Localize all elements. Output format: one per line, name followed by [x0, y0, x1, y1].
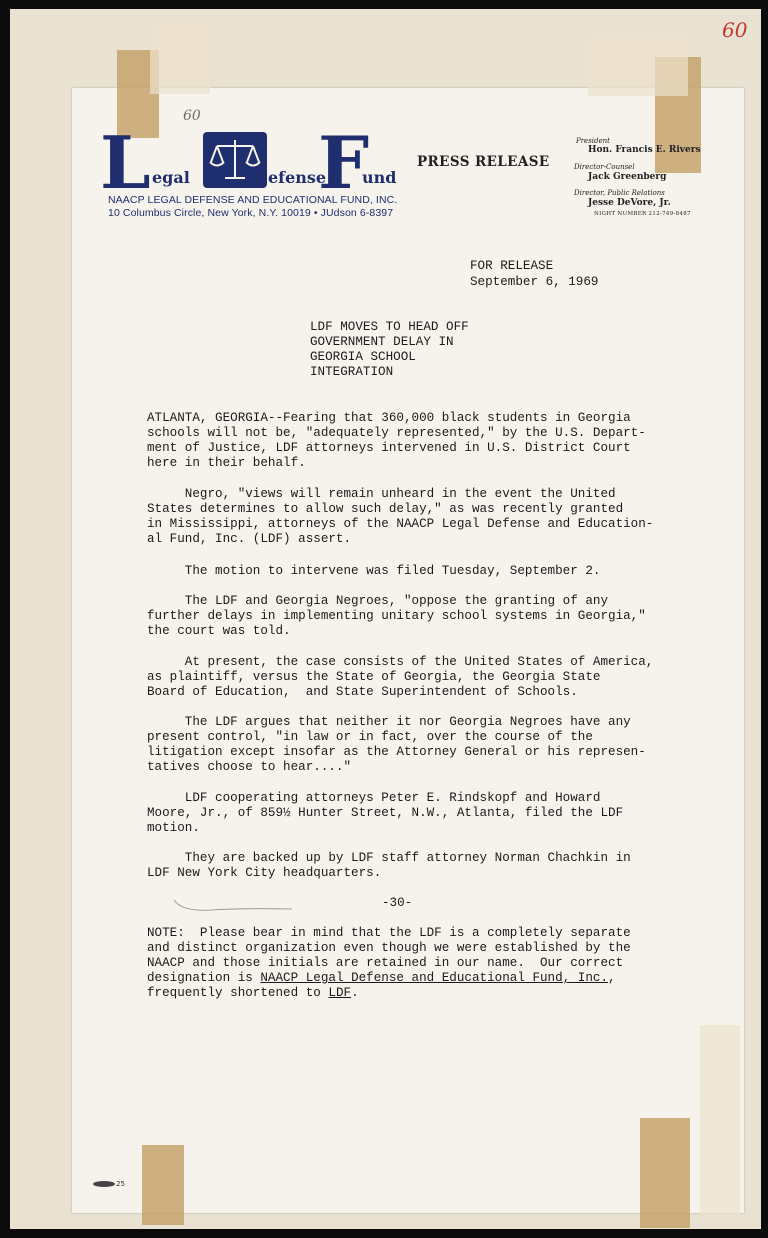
archive-number: 60: [722, 18, 748, 42]
pen-stroke-mark: [172, 898, 322, 914]
body-line: At present, the case consists of the United States of America,: [147, 655, 654, 669]
body-line: tatives choose to hear....": [147, 760, 352, 774]
body-line: Board of Education, and State Superintendent of Schools.: [147, 685, 578, 699]
officer-name: Jack Greenberg: [588, 172, 667, 182]
body-line: as plaintiff, versus the State of Georgia, the Georgia State: [147, 670, 601, 684]
body-line: present control, "in law or in fact, over the course of the: [147, 730, 593, 744]
officer-name: Jesse DeVore, Jr.: [588, 198, 671, 208]
officer-role: Director-Counsel: [574, 163, 635, 171]
printer-number: 25: [116, 1180, 125, 1188]
body-line: ment of Justice, LDF attorneys intervened in U.S. District Court: [147, 441, 631, 455]
correct-designation: NAACP Legal Defense and Educational Fund, Inc.: [260, 971, 609, 985]
body-line: litigation except insofar as the Attorney General or his represen-: [147, 745, 646, 759]
logo-word-defense: efense: [268, 168, 327, 187]
scales-of-justice-icon: [203, 132, 267, 188]
union-bug-icon: [92, 1180, 116, 1188]
logo-word-fund: und: [362, 168, 397, 187]
body-line: They are backed up by LDF staff attorney Norman Chachkin in: [147, 851, 631, 865]
body-line: Negro, "views will remain unheard in the event the United: [147, 487, 616, 501]
body-line: LDF cooperating attorneys Peter E. Rindskopf and Howard: [147, 791, 601, 805]
logo-letter-l: L: [100, 120, 151, 205]
body-line: The LDF and Georgia Negroes, "oppose the granting of any: [147, 594, 609, 608]
printer-union-mark: [92, 1180, 125, 1188]
note-text: ,: [608, 971, 616, 985]
tape-bottom-left: [142, 1145, 184, 1225]
tape-top-right-light: [588, 36, 688, 96]
body-line: The LDF argues that neither it nor Georgia Negroes have any: [147, 715, 631, 729]
body-line: LDF New York City headquarters.: [147, 866, 382, 880]
body-line: The motion to intervene was filed Tuesday, September 2.: [147, 564, 601, 578]
officer-name: Hon. Francis E. Rivers: [588, 145, 701, 155]
note-line: NOTE: Please bear in mind that the LDF is a completely separate: [147, 926, 631, 940]
note-line: [147, 986, 359, 1001]
officer-role: President: [576, 137, 610, 145]
headline-line: INTEGRATION: [310, 365, 394, 379]
body-line: motion.: [147, 821, 200, 835]
body-line: the court was told.: [147, 624, 291, 638]
release-label: FOR RELEASE: [470, 259, 554, 273]
officer-role: Director, Public Relations: [574, 189, 665, 197]
short-designation: LDF: [328, 986, 352, 1000]
org-name: NAACP LEGAL DEFENSE AND EDUCATIONAL FUND, INC.: [108, 194, 398, 206]
press-release-title: PRESS RELEASE: [417, 154, 550, 170]
logo-letter-f: F: [318, 120, 370, 205]
tape-top-left-light: [150, 24, 210, 94]
body-line: further delays in implementing unitary school systems in Georgia,": [147, 609, 646, 623]
note-text: designation is: [147, 971, 261, 985]
tape-bottom-right: [640, 1118, 690, 1228]
note-text: frequently shortened to: [147, 986, 329, 1000]
body-line: States determines to allow such delay," as was recently granted: [147, 502, 624, 516]
note-line: NAACP and those initials are retained in our name. Our correct: [147, 956, 624, 970]
press-release-page: [72, 88, 744, 1213]
note-line: [147, 971, 616, 986]
note-text: .: [351, 986, 359, 1000]
night-number: NIGHT NUMBER 212-749-8487: [594, 211, 691, 217]
pencil-mark: 60: [183, 108, 201, 124]
org-address: 10 Columbus Circle, New York, N.Y. 10019 • JUdson 6-8397: [108, 207, 394, 219]
body-line: here in their behalf.: [147, 456, 306, 470]
body-line: ATLANTA, GEORGIA--Fearing that 360,000 black students in Georgia: [147, 411, 631, 425]
body-line: schools will not be, "adequately represented," by the U.S. Depart-: [147, 426, 646, 440]
body-line: Moore, Jr., of 859½ Hunter Street, N.W., Atlanta, filed the LDF: [147, 806, 624, 820]
tape-right-edge: [700, 1025, 740, 1215]
release-date: September 6, 1969: [470, 275, 599, 289]
headline-line: GOVERNMENT DELAY IN: [310, 335, 454, 349]
headline-line: LDF MOVES TO HEAD OFF: [310, 320, 469, 334]
body-line: in Mississippi, attorneys of the NAACP Legal Defense and Education-: [147, 517, 654, 531]
headline-line: GEORGIA SCHOOL: [310, 350, 416, 364]
logo-word-legal: egal: [152, 168, 190, 187]
end-mark: -30-: [382, 896, 413, 910]
body-line: al Fund, Inc. (LDF) assert.: [147, 532, 352, 546]
note-line: and distinct organization even though we were established by the: [147, 941, 631, 955]
